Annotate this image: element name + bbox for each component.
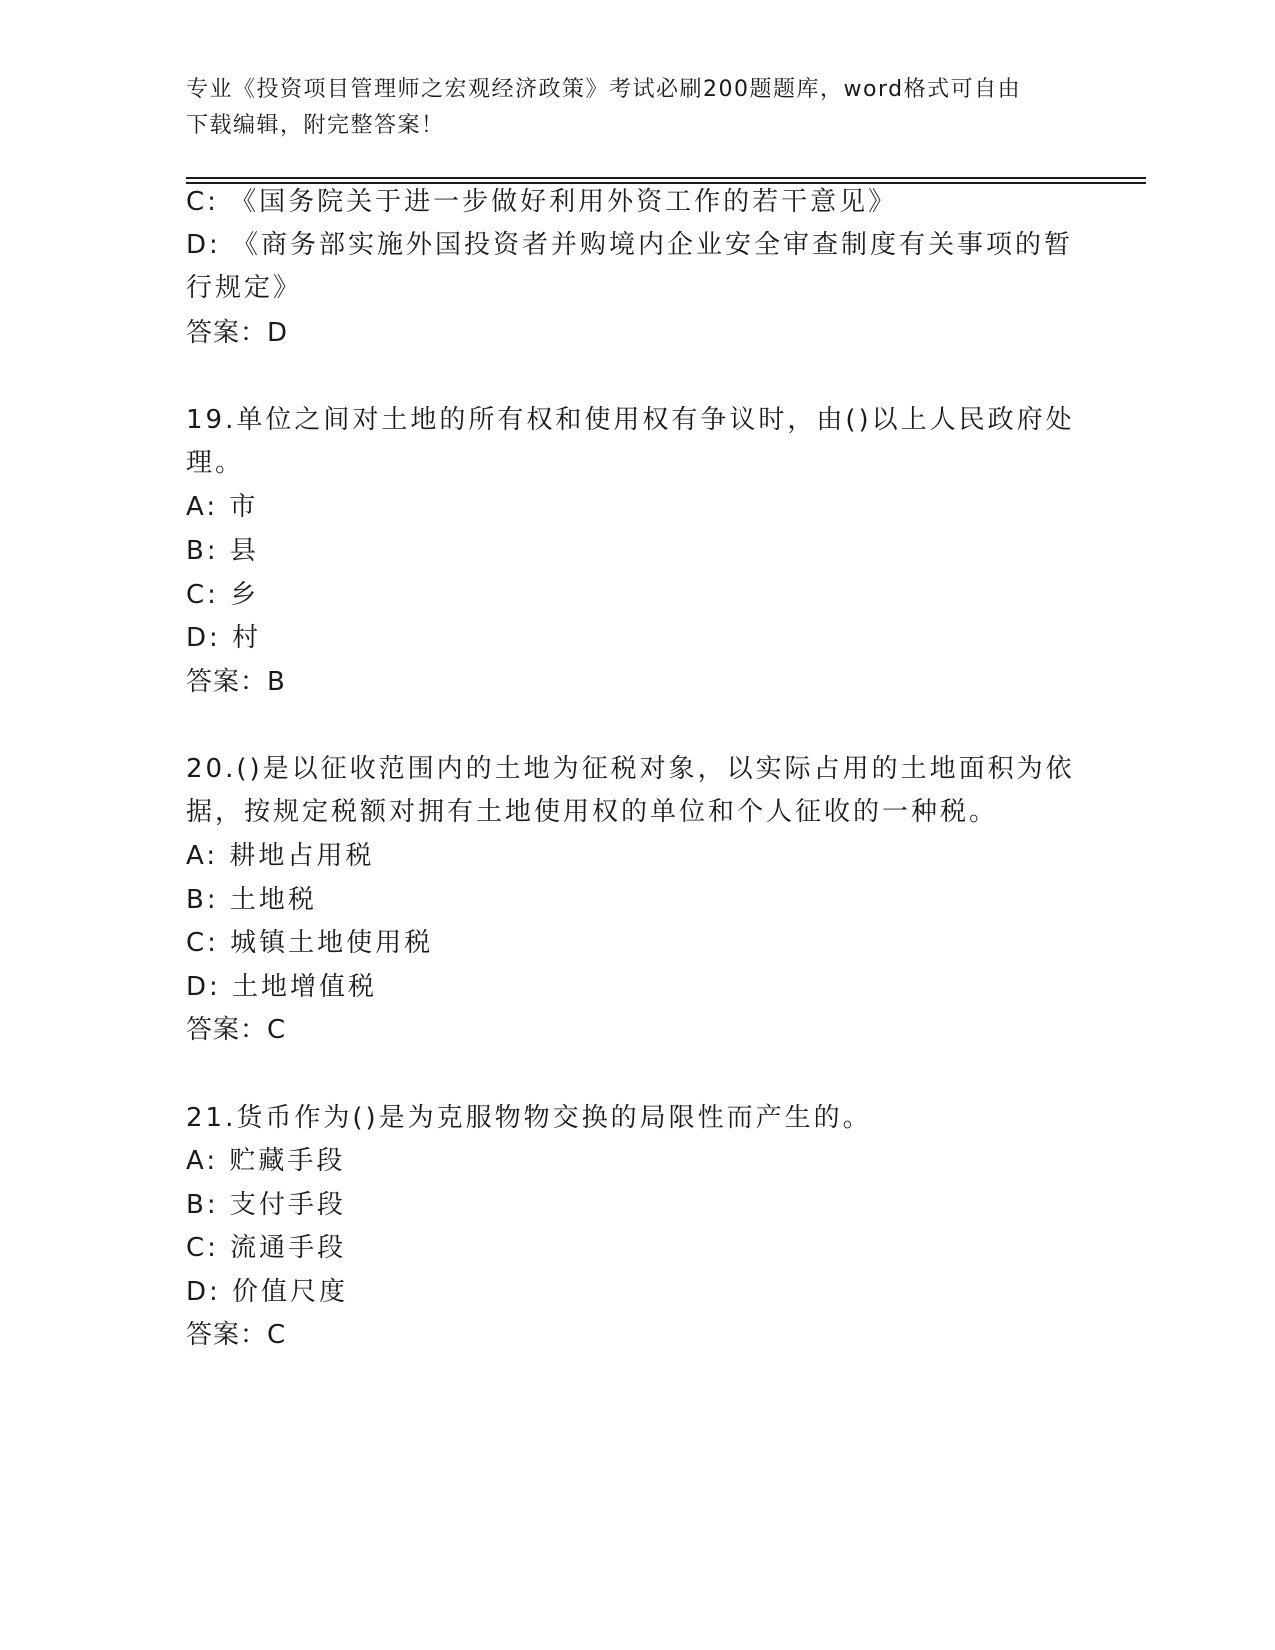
q19-answer: 答案：B [186, 667, 286, 697]
document-header [186, 72, 1066, 144]
q21-option-a: A: 贮藏手段 [186, 1146, 346, 1176]
header-divider-bottom [186, 182, 1146, 184]
q21-answer: 答案：C [186, 1320, 287, 1350]
q21-option-b: B: 支付手段 [186, 1190, 346, 1220]
q20-option-c: C: 城镇土地使用税 [186, 928, 434, 958]
q21-stem: 21.货币作为()是为克服物物交换的局限性而产生的。 [186, 1103, 872, 1133]
q19-option-d: D: 村 [186, 623, 262, 653]
q20-stem-line-2: 据，按规定税额对拥有土地使用权的单位和个人征收的一种税。 [186, 797, 999, 827]
q19-option-b: B: 县 [186, 536, 259, 566]
q18-option-d-line-2: 行规定》 [186, 273, 303, 303]
q19-option-a: A: 市 [186, 492, 259, 522]
q19-option-c: C: 乡 [186, 580, 260, 610]
q18-option-d-line-1: D: 《商务部实施外国投资者并购境内企业安全审查制度有关事项的暂 [186, 230, 1074, 260]
q18-answer: 答案：D [186, 318, 289, 348]
q19-stem-line-2: 理。 [186, 448, 245, 478]
q20-option-d: D: 土地增值税 [186, 972, 378, 1002]
q20-option-a: A: 耕地占用税 [186, 841, 375, 871]
q20-option-b: B: 土地税 [186, 885, 317, 915]
q20-stem-line-1: 20.()是以征收范围内的土地为征税对象，以实际占用的土地面积为依 [186, 754, 1075, 784]
q19-stem-line-1: 19.单位之间对土地的所有权和使用权有争议时，由()以上人民政府处 [186, 405, 1075, 435]
q20-answer: 答案：C [186, 1015, 287, 1045]
header-line-1: 专业《投资项目管理师之宏观经济政策》考试必刷200题题库，word格式可自由 [186, 77, 1022, 102]
q21-option-d: D: 价值尺度 [186, 1277, 349, 1307]
q18-option-c: C: 《国务院关于进一步做好利用外资工作的若干意见》 [186, 187, 898, 217]
header-line-2: 下载编辑，附完整答案！ [186, 113, 445, 138]
header-divider-top [186, 177, 1146, 179]
q21-option-c: C: 流通手段 [186, 1233, 347, 1263]
